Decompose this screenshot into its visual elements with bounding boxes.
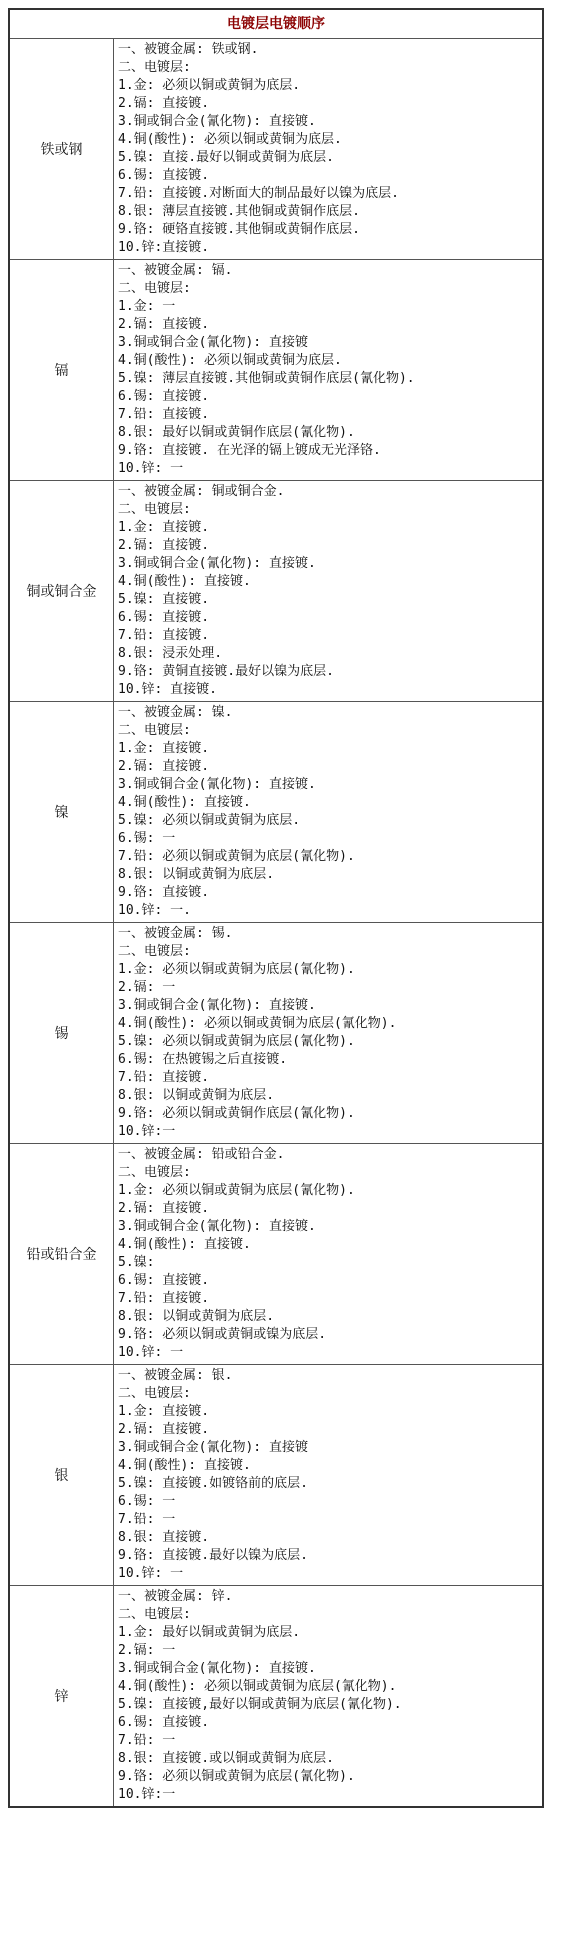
table-row <box>10 1144 542 1365</box>
plating-line: 2.镉: 直接镀. <box>118 1422 210 1437</box>
base-metal-cell: 铁或钢 <box>10 39 114 259</box>
plating-line: 6.锡: 直接镀. <box>118 1715 210 1730</box>
table-row <box>10 39 542 260</box>
plating-layers-cell <box>114 923 542 1143</box>
plating-line: 2.镉: 一 <box>118 1643 176 1658</box>
plating-line: 8.银: 以铜或黄铜为底层. <box>118 1309 275 1324</box>
plating-line: 3.铜或铜合金(氰化物): 直接镀. <box>118 1219 316 1234</box>
plating-line: 一、被镀金属: 铁或钢. <box>118 42 259 57</box>
plating-line: 一、被镀金属: 锡. <box>118 926 233 941</box>
plating-line: 7.铅: 一 <box>118 1512 176 1527</box>
plating-line: 5.镍: 薄层直接镀.其他铜或黄铜作底层(氰化物). <box>118 371 415 386</box>
plating-line: 一、被镀金属: 镍. <box>118 705 233 720</box>
plating-line: 3.铜或铜合金(氰化物): 直接镀. <box>118 998 316 1013</box>
plating-line: 2.镉: 一 <box>118 980 176 995</box>
plating-line: 3.铜或铜合金(氰化物): 直接镀 <box>118 1440 308 1455</box>
plating-line: 二、电镀层: <box>118 723 191 738</box>
plating-layers-cell <box>114 702 542 922</box>
plating-line: 6.锡: 直接镀. <box>118 1273 210 1288</box>
table-row <box>10 702 542 923</box>
plating-layers-cell <box>114 481 542 701</box>
plating-line: 4.铜(酸性): 必须以铜或黄铜为底层(氰化物). <box>118 1679 397 1694</box>
plating-line: 9.铬: 直接镀. <box>118 885 210 900</box>
plating-line: 4.铜(酸性): 直接镀. <box>118 574 251 589</box>
plating-line: 3.铜或铜合金(氰化物): 直接镀. <box>118 556 316 571</box>
plating-line: 10.锌:直接镀. <box>118 240 210 255</box>
plating-line: 9.铬: 直接镀. 在光泽的镉上镀成无光泽铬. <box>118 443 381 458</box>
table-title: 电镀层电镀顺序 <box>10 10 542 39</box>
table-row <box>10 923 542 1144</box>
base-metal-cell: 锌 <box>10 1586 114 1806</box>
plating-line: 4.铜(酸性): 直接镀. <box>118 1237 251 1252</box>
plating-line: 2.镉: 直接镀. <box>118 538 210 553</box>
plating-line: 二、电镀层: <box>118 1386 191 1401</box>
base-metal-cell: 镍 <box>10 702 114 922</box>
plating-line: 8.银: 薄层直接镀.其他铜或黄铜作底层. <box>118 204 360 219</box>
plating-line: 2.镉: 直接镀. <box>118 759 210 774</box>
plating-line: 1.金: 直接镀. <box>118 520 210 535</box>
plating-line: 4.铜(酸性): 必须以铜或黄铜为底层(氰化物). <box>118 1016 397 1031</box>
plating-line: 1.金: 最好以铜或黄铜为底层. <box>118 1625 301 1640</box>
plating-line: 8.银: 以铜或黄铜为底层. <box>118 1088 275 1103</box>
table-row <box>10 1365 542 1586</box>
plating-line: 1.金: 直接镀. <box>118 741 210 756</box>
table-row <box>10 260 542 481</box>
plating-line: 1.金: 必须以铜或黄铜为底层(氰化物). <box>118 962 355 977</box>
plating-line: 2.镉: 直接镀. <box>118 317 210 332</box>
plating-line: 2.镉: 直接镀. <box>118 96 210 111</box>
plating-line: 5.镍: 直接镀,最好以铜或黄铜为底层(氰化物). <box>118 1697 402 1712</box>
plating-line: 5.镍: 必须以铜或黄铜为底层(氰化物). <box>118 1034 355 1049</box>
plating-layers-cell <box>114 1144 542 1364</box>
plating-line: 9.铬: 必须以铜或黄铜或镍为底层. <box>118 1327 327 1342</box>
plating-line: 一、被镀金属: 铅或铅合金. <box>118 1147 285 1162</box>
plating-line: 8.银: 直接镀.或以铜或黄铜为底层. <box>118 1751 334 1766</box>
plating-line: 二、电镀层: <box>118 1165 191 1180</box>
plating-line: 10.锌:一 <box>118 1124 176 1139</box>
plating-line: 10.锌: 一 <box>118 1345 184 1360</box>
plating-line: 1.金: 直接镀. <box>118 1404 210 1419</box>
plating-layers-cell <box>114 1365 542 1585</box>
plating-line: 3.铜或铜合金(氰化物): 直接镀. <box>118 114 316 129</box>
plating-line: 9.铬: 硬铬直接镀.其他铜或黄铜作底层. <box>118 222 360 237</box>
plating-line: 6.锡: 在热镀锡之后直接镀. <box>118 1052 288 1067</box>
plating-line: 6.锡: 一 <box>118 1494 176 1509</box>
plating-line: 二、电镀层: <box>118 1607 191 1622</box>
plating-line: 一、被镀金属: 镉. <box>118 263 233 278</box>
plating-line: 3.铜或铜合金(氰化物): 直接镀. <box>118 777 316 792</box>
plating-line: 7.铅: 必须以铜或黄铜为底层(氰化物). <box>118 849 355 864</box>
plating-line: 5.镍: 必须以铜或黄铜为底层. <box>118 813 301 828</box>
plating-line: 二、电镀层: <box>118 502 191 517</box>
plating-line: 5.镍: 直接.最好以铜或黄铜为底层. <box>118 150 334 165</box>
plating-line: 5.镍: 直接镀.如镀铬前的底层. <box>118 1476 308 1491</box>
plating-line: 9.铬: 必须以铜或黄铜为底层(氰化物). <box>118 1769 355 1784</box>
table-body <box>10 39 542 1806</box>
plating-line: 7.铅: 直接镀. <box>118 1291 210 1306</box>
plating-line: 7.铅: 直接镀. <box>118 628 210 643</box>
plating-layers-cell <box>114 39 542 259</box>
plating-line: 6.锡: 直接镀. <box>118 389 210 404</box>
plating-line: 二、电镀层: <box>118 60 191 75</box>
plating-line: 8.银: 直接镀. <box>118 1530 210 1545</box>
plating-line: 10.锌: 直接镀. <box>118 682 217 697</box>
plating-line: 3.铜或铜合金(氰化物): 直接镀 <box>118 335 308 350</box>
plating-line: 6.锡: 一 <box>118 831 176 846</box>
plating-line: 一、被镀金属: 锌. <box>118 1589 233 1604</box>
plating-line: 9.铬: 必须以铜或黄铜作底层(氰化物). <box>118 1106 355 1121</box>
plating-line: 6.锡: 直接镀. <box>118 610 210 625</box>
plating-order-table <box>8 8 544 1808</box>
plating-line: 1.金: 必须以铜或黄铜为底层. <box>118 78 301 93</box>
plating-line: 10.锌: 一. <box>118 903 191 918</box>
plating-layers-cell <box>114 260 542 480</box>
plating-line: 5.镍: 直接镀. <box>118 592 210 607</box>
table-row <box>10 481 542 702</box>
plating-line: 7.铅: 一 <box>118 1733 176 1748</box>
base-metal-cell: 铅或铅合金 <box>10 1144 114 1364</box>
plating-line: 4.铜(酸性): 直接镀. <box>118 1458 251 1473</box>
plating-line: 10.锌: 一 <box>118 1566 184 1581</box>
plating-line: 一、被镀金属: 铜或铜合金. <box>118 484 285 499</box>
plating-line: 4.铜(酸性): 必须以铜或黄铜为底层. <box>118 353 342 368</box>
plating-layers-cell <box>114 1586 542 1806</box>
plating-line: 6.锡: 直接镀. <box>118 168 210 183</box>
base-metal-cell: 银 <box>10 1365 114 1585</box>
plating-line: 二、电镀层: <box>118 281 191 296</box>
plating-line: 9.铬: 黄铜直接镀.最好以镍为底层. <box>118 664 334 679</box>
base-metal-cell: 铜或铜合金 <box>10 481 114 701</box>
plating-line: 10.锌:一 <box>118 1787 176 1802</box>
plating-line: 10.锌: 一 <box>118 461 184 476</box>
plating-line: 1.金: 一 <box>118 299 176 314</box>
plating-line: 7.铅: 直接镀. <box>118 407 210 422</box>
base-metal-cell: 镉 <box>10 260 114 480</box>
plating-line: 9.铬: 直接镀.最好以镍为底层. <box>118 1548 308 1563</box>
plating-line: 一、被镀金属: 银. <box>118 1368 233 1383</box>
plating-line: 8.银: 浸汞处理. <box>118 646 223 661</box>
plating-line: 5.镍: <box>118 1255 155 1270</box>
plating-line: 1.金: 必须以铜或黄铜为底层(氰化物). <box>118 1183 355 1198</box>
plating-line: 4.铜(酸性): 直接镀. <box>118 795 251 810</box>
base-metal-cell: 锡 <box>10 923 114 1143</box>
plating-line: 4.铜(酸性): 必须以铜或黄铜为底层. <box>118 132 342 147</box>
table-row <box>10 1586 542 1806</box>
plating-line: 二、电镀层: <box>118 944 191 959</box>
plating-line: 7.铅: 直接镀.对断面大的制品最好以镍为底层. <box>118 186 399 201</box>
plating-line: 8.银: 以铜或黄铜为底层. <box>118 867 275 882</box>
plating-line: 7.铅: 直接镀. <box>118 1070 210 1085</box>
plating-line: 3.铜或铜合金(氰化物): 直接镀. <box>118 1661 316 1676</box>
plating-line: 8.银: 最好以铜或黄铜作底层(氰化物). <box>118 425 355 440</box>
plating-line: 2.镉: 直接镀. <box>118 1201 210 1216</box>
